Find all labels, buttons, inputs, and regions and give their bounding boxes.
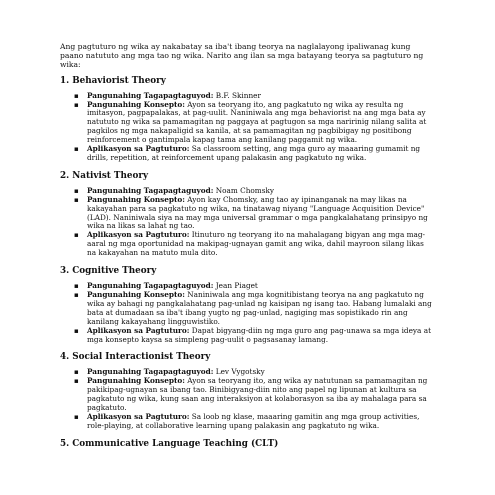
section-heading: 4. Social Interactionist Theory	[60, 352, 211, 363]
item-label: Pangunahing Konsepto:	[87, 290, 185, 300]
item-label: Aplikasyon sa Pagtuturo:	[87, 144, 190, 154]
item-text: Ayon kay Chomsky, ang tao ay ipinanganak na may likas na kakayahan para sa pagkatuto ng wika, na tinatawag niyang "Language Acquisition Device" (LAD). Naniniwala siya na may mga universal grammar o mga pangkalahatang prinsipyo ng wika na likas sa lahat ng tao.	[87, 194, 428, 231]
item-text: Dapat bigyang-diin ng mga guro ang pag-unawa sa mga ideya at mga konsepto kaysa sa simpleng pag-uulit o pagsasanay lamang.	[87, 325, 431, 344]
list-item	[74, 196, 432, 232]
bullet-icon: ▪	[74, 186, 79, 195]
bullet-icon: ▪	[74, 91, 79, 100]
section-heading: 2. Nativist Theory	[60, 170, 149, 181]
section-4	[60, 352, 432, 430]
item-label: Pangunahing Tagapagtaguyod:	[87, 185, 214, 195]
section-heading: 5. Communicative Language Teaching (CLT)	[60, 438, 279, 449]
intro-paragraph: Ang pagtuturo ng wika ay nakabatay sa iba't ibang teorya na naglalayong ipaliwanag kung paano natututo ang mga tao ng wika. Narito ang ilan sa mga batayang teorya sa pagtuturo ng wika:	[60, 42, 424, 70]
item-label: Pangunahing Konsepto:	[87, 376, 185, 386]
section-1	[60, 76, 432, 163]
item-label: Pangunahing Tagapagtaguyod:	[87, 90, 214, 100]
bullet-icon: ▪	[74, 231, 79, 240]
item-label: Pangunahing Tagapagtaguyod:	[87, 367, 214, 377]
section-5	[60, 439, 432, 449]
item-label: Aplikasyon sa Pagtuturo:	[87, 325, 190, 335]
item-text: Jean Piaget	[213, 281, 258, 291]
sections-container	[60, 76, 432, 449]
item-text: Naniniwala ang mga kognitibistang teorya na ang pagkatuto ng wika ay bahagi ng pangkalahatang pag-unlad ng kaisipan ng isang tao. Habang lumalaki ang bata at dumadaan sa iba't ibang yugto ng pag-unlad, nagiging mas sopistikado rin ang kanilang kakayahang lingguwistiko.	[87, 290, 432, 326]
list-item	[74, 291, 432, 327]
item-text: B.F. Skinner	[213, 90, 261, 100]
bullet-icon: ▪	[74, 291, 79, 300]
document-page	[60, 42, 432, 455]
item-label: Pangunahing Konsepto:	[87, 99, 185, 109]
bullet-list	[60, 92, 432, 163]
bullet-icon: ▪	[74, 368, 79, 377]
list-item	[74, 231, 432, 258]
bullet-icon: ▪	[74, 145, 79, 154]
item-label: Aplikasyon sa Pagtuturo:	[87, 230, 190, 240]
section-heading: 1. Behaviorist Theory	[60, 75, 166, 86]
item-text: Sa loob ng klase, maaaring gamitin ang mga group activities, role-playing, at collaborative learning upang palakasin ang pagkatuto ng wika.	[87, 411, 420, 430]
item-label: Pangunahing Konsepto:	[87, 194, 185, 204]
item-text: Noam Chomsky	[213, 185, 274, 195]
list-item	[74, 413, 432, 431]
list-item	[74, 377, 432, 413]
section-3	[60, 266, 432, 344]
item-label: Pangunahing Tagapagtaguyod:	[87, 281, 214, 291]
section-heading: 3. Cognitive Theory	[60, 266, 157, 277]
list-item	[74, 327, 432, 345]
bullet-icon: ▪	[74, 195, 79, 204]
item-label: Aplikasyon sa Pagtuturo:	[87, 411, 190, 421]
bullet-icon: ▪	[74, 412, 79, 421]
item-text: Sa classroom setting, ang mga guro ay maaaring gumamit ng drills, repetition, at reinforcement upang palakasin ang pagkatuto ng wika.	[87, 144, 421, 162]
bullet-list	[60, 368, 432, 430]
bullet-list	[60, 282, 432, 344]
list-item	[74, 101, 432, 146]
item-text: Ayon sa teoryang ito, ang wika ay natutunan sa pamamagitan ng pakikipag-ugnayan sa ibang tao. Binibigyang-diin nito ang papel ng lipunan at kultura sa pagkatuto ng wika, kung saan ang interaksiyon at kolaborasyon sa iba ay mahalaga para sa pagkatuto.	[87, 376, 428, 413]
item-text: Itinuturo ng teoryang ito na mahalagang bigyan ang mga mag-aaral ng mga oportunidad na makipag-ugnayan gamit ang wika, dahil mayroon silang likas na kakayahan na matuto mula dito.	[87, 230, 426, 258]
bullet-list	[60, 187, 432, 258]
bullet-icon: ▪	[74, 282, 79, 291]
list-item	[74, 145, 432, 163]
item-text: Lev Vygotsky	[213, 367, 265, 377]
bullet-icon: ▪	[74, 326, 79, 335]
bullet-icon: ▪	[74, 377, 79, 386]
bullet-icon: ▪	[74, 100, 79, 109]
section-2	[60, 171, 432, 258]
item-text: Ayon sa teoryang ito, ang pagkatuto ng wika ay resulta ng imitasyon, pagpapalakas, at pag-uulit. Naniniwala ang mga behaviorist na ang mga bata ay natututo ng wika sa pamamagitan ng paggaya at pagtugon sa mga naririnig nilang salita at pagkilos ng mga nakapaligid sa kanila, at sa pamamagitan ng pagbibigay ng positibong reinforcement o gantimpala kapag tama ang kanilang paggamit ng wika.	[87, 99, 427, 145]
